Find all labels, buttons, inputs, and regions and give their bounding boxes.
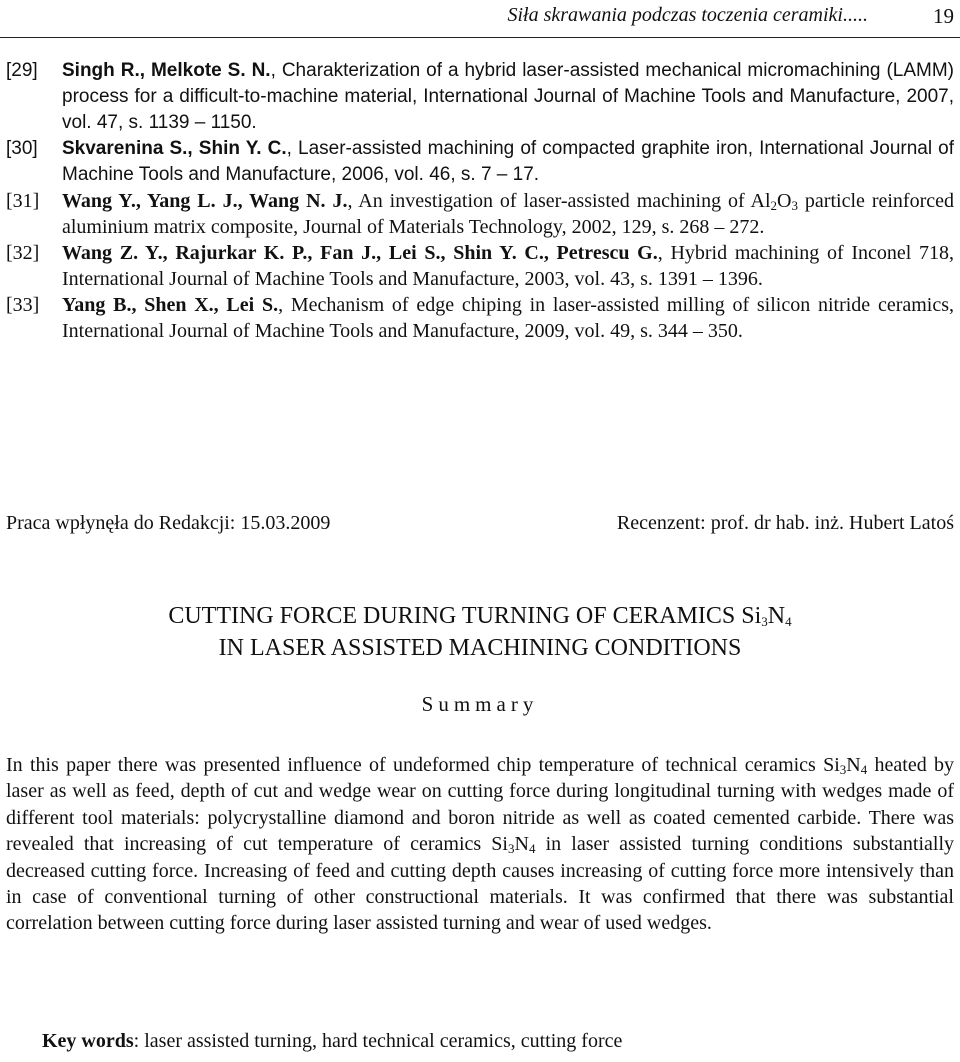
summary-part: heated by laser as well as feed, depth of cut and wedge wear on cutting force during longitudinal turning with wedges made of different tool materials: polycrystalline diamond and boron nitride as well as coated cemented carbide. There was revealed that increasing of cut temperature of ceramics Si [6, 754, 954, 856]
reference-number: [33] [6, 294, 40, 316]
header-rule [0, 37, 960, 38]
reviewer: Recenzent: prof. dr hab. inż. Hubert Latoś [616, 512, 954, 534]
keywords-text: : laser assisted turning, hard technical ceramics, cutting force [133, 1030, 623, 1052]
page-header [0, 2, 960, 38]
reference-number: [31] [6, 190, 40, 212]
title-text: CUTTING FORCE DURING TURNING OF CERAMICS Si [168, 603, 762, 629]
reference-item [6, 240, 954, 292]
page-number: 19 [933, 4, 954, 28]
reference-item [6, 188, 954, 240]
reference-number: [32] [6, 242, 40, 264]
reference-authors: Wang Z. Y., Rajurkar K. P., Fan J., Lei S., Shin Y. C., Petrescu G. [62, 242, 658, 264]
subscript: 3 [508, 841, 515, 857]
subscript: 4 [860, 762, 868, 777]
reference-authors: Skvarenina S., Shin Y. C. [62, 138, 287, 159]
subscript: 3 [839, 762, 847, 777]
english-title-line-1 [0, 600, 960, 632]
reference-number: [30] [6, 138, 38, 159]
running-title: Siła skrawania podczas toczenia ceramiki..... [507, 4, 868, 26]
subscript: 3 [791, 198, 798, 213]
reference-item [6, 292, 954, 344]
reference-text: particle reinforced aluminium matrix composite, Journal of Materials Technology, 2002, 129, s. 268 – 272. [62, 190, 954, 238]
english-title-line-2: IN LASER ASSISTED MACHINING CONDITIONS [218, 635, 742, 661]
received-date: Praca wpłynęła do Redakcji: 15.03.2009 [6, 512, 331, 534]
reference-text: , Hybrid machining of Inconel 718, International Journal of Machine Tools and Manufacture, 2003, vol. 43, s. 1391 – 1396. [62, 242, 954, 290]
summary-heading: Summary [421, 692, 539, 716]
keywords [42, 1030, 622, 1053]
reference-text: , Mechanism of edge chiping in laser-assisted milling of silicon nitride ceramics, International Journal of Machine Tools and Manufacture, 2009, vol. 49, s. 344 – 350. [62, 294, 955, 342]
summary-part: N [846, 754, 861, 776]
summary-text [6, 752, 954, 937]
reference-item [6, 136, 954, 188]
english-title [0, 600, 960, 664]
subscript: 4 [528, 841, 536, 857]
reference-text: , Laser-assisted machining of compacted graphite iron, International Journal of Machine Tools and Manufacture, 2006, vol. 46, s. 7 – 17. [62, 138, 955, 185]
reference-authors: Yang B., Shen X., Lei S. [62, 294, 279, 316]
keywords-label: Key words [42, 1030, 134, 1052]
reference-text: , Charakterization of a hybrid laser-assisted mechanical micromachining (LAMM) process for a difficult-to-machine material, International Journal of Machine Tools and Manufacture, 2007, vol. 47, s. 1139 – 1150. [62, 60, 954, 133]
subscript: 3 [761, 614, 768, 629]
reference-item [6, 58, 954, 136]
summary-part: in laser assisted turning conditions substantially decreased cutting force. Increasing of feed and cutting depth causes increasing of cutting force more intensively than in case of conventional turning of other constructional materials. It was confirmed that there was substantial correlation between cutting force during laser assisted turning and wear of used wedges. [6, 833, 955, 935]
subscript: 4 [785, 614, 792, 629]
summary-part: In this paper there was presented influence of undeformed chip temperature of technical ceramics Si [6, 754, 840, 776]
subscript: 2 [770, 198, 778, 213]
reference-number: [29] [6, 60, 38, 81]
reference-text: O [777, 190, 792, 212]
reference-authors: Singh R., Melkote S. N. [62, 60, 271, 81]
reference-text: , An investigation of laser-assisted machining of Al [347, 190, 771, 212]
title-text: N [767, 603, 786, 629]
reference-authors: Wang Y., Yang L. J., Wang N. J. [62, 190, 348, 212]
summary-part: N [514, 833, 529, 856]
reference-list [6, 58, 954, 344]
